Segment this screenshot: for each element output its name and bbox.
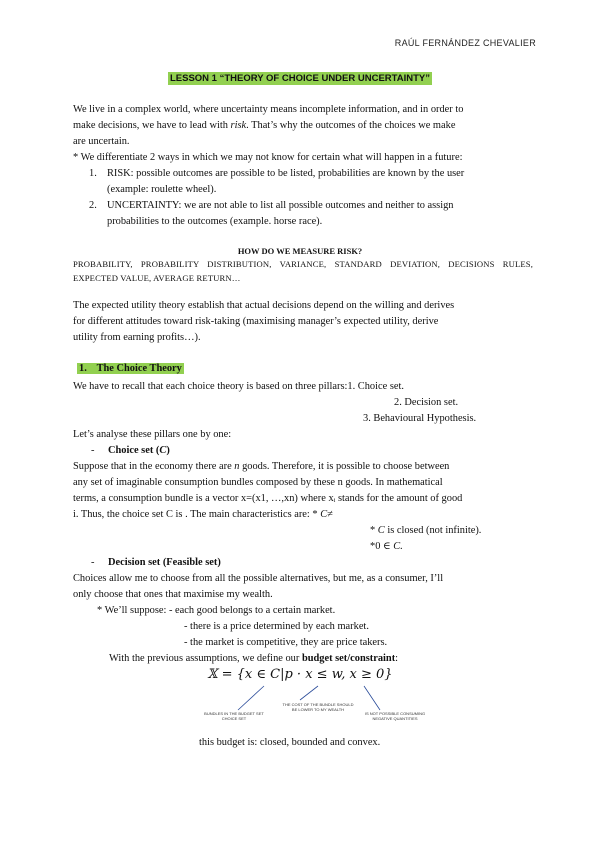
- utility-line: utility from earning profits…).: [73, 332, 201, 343]
- pillars-intro: We have to recall that each choice theory is based on three pillars:1. Choice set.: [73, 381, 404, 392]
- choice-line-4a: i. Thus, the choice set C is . The main characteristics are: *: [73, 509, 321, 520]
- choice-line-1b: goods. Therefore, it is possible to choose between: [239, 461, 450, 472]
- utility-line: for different attitudes toward risk-taking (maximising manager’s expected utility, derive: [73, 316, 439, 327]
- char2-c: C: [377, 525, 385, 536]
- decision-line-1: Choices allow me to choose from all the possible alternatives, but me, as a consumer, I’ll: [73, 573, 444, 584]
- budget-formula: 𝕏 = {x ∈ C|p · x ≤ w, x ≥ 0}: [207, 667, 393, 682]
- choice-line-1a: Suppose that in the economy there are: [73, 461, 235, 472]
- annotation-left: BUNDLES IN THE BUDGET SET CHOICE SET: [204, 711, 264, 721]
- intro-risk-word: risk: [230, 120, 247, 131]
- choice-set-heading-text: Choice set (: [108, 445, 160, 456]
- intro-line-3: are uncertain.: [73, 136, 130, 147]
- choice-line-3: terms, a consumption bundle is a vector x=(x1, …,xn) where xᵢ stands for the amount of good: [73, 493, 463, 504]
- char2-a: *: [370, 525, 378, 536]
- choice-set-paren: ): [166, 445, 170, 456]
- list-number: 2.: [89, 200, 97, 211]
- lesson-title-text: LESSON 1 “THEORY OF CHOICE UNDER UNCERTAINTY”: [169, 73, 431, 84]
- char3-c: C.: [393, 541, 403, 552]
- pillar-2: 2. Decision set.: [394, 397, 459, 408]
- list-number: 1.: [89, 168, 97, 179]
- decision-set-bullet: -: [91, 557, 95, 568]
- choice-line-2: any set of imaginable consumption bundles composed by these n goods. In mathematical: [73, 477, 443, 488]
- pillars-analyse: Let’s analyse these pillars one by one:: [73, 429, 232, 440]
- annotation-right: IS NOT POSSIBLE CONSUMING NEGATIVE QUANTITIES: [364, 711, 426, 721]
- budget-properties: this budget is: closed, bounded and convex.: [199, 737, 381, 748]
- list-line: (example: roulette wheel).: [107, 184, 217, 195]
- def-c: :: [395, 653, 399, 664]
- intro-line-2b: . That’s why the outcomes of the choices we make: [246, 120, 456, 131]
- intro-line-4: * We differentiate 2 ways in which we may not know for certain what will happen in a future:: [73, 152, 463, 163]
- suppose-1: * We’ll suppose: - each good belongs to a certain market.: [97, 605, 336, 616]
- list-line: probabilities to the outcomes (example. horse race).: [107, 216, 323, 227]
- choice-set-symbol: C: [159, 445, 167, 456]
- char2-b: is closed (not infinite).: [384, 525, 482, 536]
- arrow-left: [238, 686, 264, 710]
- decision-line-2: only choose that ones that maximise my wealth.: [73, 589, 273, 600]
- choice-set-bullet: -: [91, 445, 95, 456]
- annotation-middle: THE COST OF THE BUNDLE SHOULD BE LOWER TO MY WEALTH: [282, 702, 354, 712]
- suppose-2: - there is a price determined by each market.: [184, 621, 369, 632]
- arrow-middle: [300, 686, 318, 700]
- list-line: UNCERTAINTY: we are not able to list all possible outcomes and neither to assign: [107, 200, 454, 211]
- risk-terms: PROBABILITY, PROBABILITY DISTRIBUTION, VARIANCE, STANDARD DEVIATION, DECISIONS RULES, EXPECTED VALUE, AVERAGE RETURN…: [73, 259, 533, 283]
- section-number: 1.: [79, 363, 87, 374]
- risk-heading: HOW DO WE MEASURE RISK?: [237, 246, 363, 256]
- decision-set-heading: Decision set (Feasible set): [108, 557, 221, 568]
- intro-line-2a: make decisions, we have to lead with: [73, 120, 231, 131]
- choice-n: n: [234, 461, 240, 472]
- char3-a: *0 ∈: [370, 541, 394, 552]
- utility-line: The expected utility theory establish that actual decisions depend on the willing and derives: [73, 300, 455, 311]
- pillar-3: 3. Behavioural Hypothesis.: [363, 413, 477, 424]
- suppose-3: - the market is competitive, they are price takers.: [184, 637, 388, 648]
- choice-c: C: [320, 509, 328, 520]
- budget-set-term: budget set/constraint: [301, 653, 396, 664]
- arrow-right: [364, 686, 380, 710]
- author-header: RAÚL FERNÁNDEZ CHEVALIER: [394, 38, 536, 48]
- def-a: With the previous assumptions, we define our: [109, 653, 302, 664]
- intro-line-1: We live in a complex world, where uncertainty means incomplete information, and in order to: [73, 104, 464, 115]
- section-title: The Choice Theory: [96, 363, 182, 374]
- choice-neq: ≠: [327, 509, 333, 520]
- list-line: RISK: possible outcomes are possible to be listed, probabilities are known by the user: [107, 168, 465, 179]
